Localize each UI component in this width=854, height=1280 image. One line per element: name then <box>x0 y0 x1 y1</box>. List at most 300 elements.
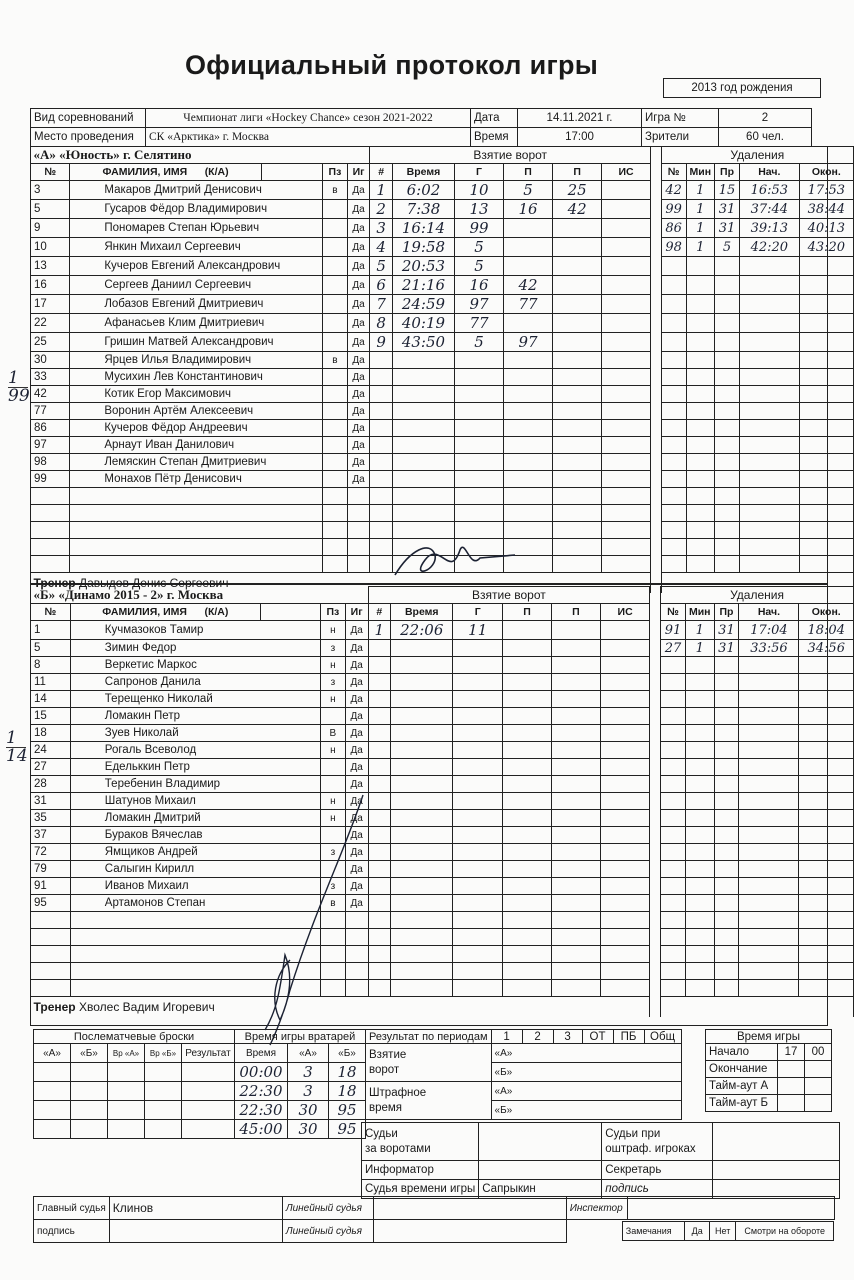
penalty-start <box>739 878 799 895</box>
goal-number <box>368 759 391 776</box>
player-row <box>31 640 854 657</box>
penalty-minutes <box>685 725 714 742</box>
penalty-minutes <box>686 539 715 556</box>
penalty-player <box>661 386 686 403</box>
penalty-end <box>799 946 854 963</box>
goal-time: 21:16 <box>392 276 454 295</box>
player-name: Афанасьев Клим Дмитриевич <box>70 314 323 333</box>
gk-title: Время игры вратарей <box>235 1030 366 1044</box>
penalty-player <box>661 276 686 295</box>
player-number <box>31 980 71 997</box>
goal-scorer: 5 <box>454 257 503 276</box>
player-number: 79 <box>31 861 71 878</box>
player-played: Да <box>345 861 368 878</box>
date-value: 14.11.2021 г. <box>518 109 642 128</box>
penalty-player <box>661 314 686 333</box>
player-row <box>31 219 854 238</box>
player-number <box>31 912 71 929</box>
team-b-margin-note <box>6 730 26 765</box>
gk-time: 00:00 <box>235 1063 288 1082</box>
goal-time <box>392 386 454 403</box>
player-position: з <box>321 640 346 657</box>
penalty-reason <box>715 403 740 420</box>
penalty-end <box>799 793 854 810</box>
penalty-reason <box>714 980 739 997</box>
player-position <box>323 471 348 488</box>
goal-assist-2 <box>551 844 600 861</box>
penalty-player <box>661 929 686 946</box>
player-name <box>70 522 323 539</box>
player-number: 13 <box>31 257 70 276</box>
penalty-reason <box>715 333 740 352</box>
penalty-start <box>739 257 799 276</box>
goal-assist-1 <box>504 488 553 505</box>
penalty-player <box>661 691 686 708</box>
penalty-end: 34:56 <box>799 640 854 657</box>
player-number <box>31 522 70 539</box>
penalty-reason <box>714 793 739 810</box>
col-pen-no: № <box>661 604 686 621</box>
penalty-reason <box>715 471 740 488</box>
goal-assist-2 <box>553 333 602 352</box>
player-position <box>323 522 348 539</box>
player-number <box>31 505 70 522</box>
player-position <box>323 219 348 238</box>
goal-assist-1 <box>504 314 553 333</box>
penalty-player <box>661 793 686 810</box>
player-row <box>31 295 854 314</box>
penalty-reason: 31 <box>715 219 740 238</box>
penalty-player <box>661 844 686 861</box>
player-position: н <box>321 691 346 708</box>
goal-time <box>392 369 454 386</box>
goal-assist-2 <box>551 691 600 708</box>
margin-note-top: 1 <box>6 728 17 748</box>
goal-assist-2 <box>551 793 600 810</box>
penalty-start <box>739 437 799 454</box>
penalty-end <box>799 844 854 861</box>
goal-number <box>370 471 393 488</box>
player-played: Да <box>345 674 368 691</box>
goal-assist-2 <box>553 420 602 437</box>
penalty-end <box>799 895 854 912</box>
penalty-minutes <box>685 657 714 674</box>
penalty-start <box>739 314 799 333</box>
penalty-player <box>661 674 686 691</box>
game-no-label: Игра № <box>642 109 719 128</box>
penalty-minutes <box>686 454 715 471</box>
penalty-reason <box>714 810 739 827</box>
gk-col: «Б» <box>329 1044 366 1063</box>
goal-time <box>392 505 454 522</box>
penalty-start <box>739 454 799 471</box>
player-played: Да <box>347 314 370 333</box>
penalty-minutes <box>685 674 714 691</box>
col-goal-p1: П <box>503 604 552 621</box>
penalty-minutes <box>685 895 714 912</box>
player-played: Да <box>345 895 368 912</box>
goal-assist-1 <box>503 759 552 776</box>
goal-assist-1: 77 <box>504 295 553 314</box>
col-no: № <box>31 164 70 181</box>
col-name: ФАМИЛИЯ, ИМЯ (К/А) <box>70 604 260 621</box>
penalty-player <box>661 912 686 929</box>
penalty-start <box>739 386 799 403</box>
remarks-cell <box>566 1220 834 1243</box>
period-col: 2 <box>522 1030 553 1044</box>
venue-label: Место проведения <box>31 128 146 147</box>
player-position <box>323 454 348 471</box>
col-goal-is: ИС <box>600 604 649 621</box>
penalty-end: 38:44 <box>799 200 853 219</box>
player-played: Да <box>345 844 368 861</box>
time-judge-label: Судья времени игры <box>362 1180 479 1199</box>
goal-assist-2 <box>551 946 600 963</box>
player-number: 5 <box>31 200 70 219</box>
goal-assist-2: 25 <box>553 181 602 200</box>
player-name: Артамонов Степан <box>70 895 320 912</box>
player-number: 31 <box>31 793 71 810</box>
penalty-minutes <box>686 522 715 539</box>
penalty-player: 27 <box>661 640 686 657</box>
player-played: Да <box>345 776 368 793</box>
penalty-end <box>799 963 854 980</box>
penalty-start <box>739 929 799 946</box>
goal-assist-2 <box>551 657 600 674</box>
col-goal-g: Г <box>454 164 503 181</box>
player-row <box>31 200 854 219</box>
competition-label: Вид соревнований <box>31 109 146 128</box>
penalty-player <box>661 878 686 895</box>
line-ref-label-2: Линейный судья <box>282 1220 373 1243</box>
penalty-player <box>661 437 686 454</box>
penalty-minutes <box>686 314 715 333</box>
player-name: Зимин Федор <box>70 640 320 657</box>
player-number: 22 <box>31 314 70 333</box>
player-row <box>31 437 854 454</box>
goal-assist-2 <box>551 640 600 657</box>
player-played <box>347 522 370 539</box>
periods-goals-b: «Б» <box>491 1063 681 1082</box>
goal-scorer <box>454 386 503 403</box>
player-name: Ямщиков Андрей <box>70 844 320 861</box>
penalty-player <box>661 257 686 276</box>
penalty-player <box>661 759 686 776</box>
goal-scorer <box>453 810 503 827</box>
penalty-end <box>799 333 853 352</box>
player-played: Да <box>347 369 370 386</box>
penalty-minutes <box>686 257 715 276</box>
birth-year-box <box>663 78 821 98</box>
goal-number <box>368 691 391 708</box>
player-played: Да <box>345 878 368 895</box>
goal-time <box>392 471 454 488</box>
penalty-reason: 5 <box>715 238 740 257</box>
goal-assist-1 <box>503 946 552 963</box>
penalty-reason <box>715 295 740 314</box>
player-row <box>31 980 854 997</box>
penalty-minutes <box>685 878 714 895</box>
goal-assist-2 <box>551 912 600 929</box>
chief-ref-label: Главный судья <box>34 1197 110 1220</box>
penalty-reason <box>714 929 739 946</box>
penalty-reason <box>714 759 739 776</box>
player-position <box>323 488 348 505</box>
timeout-a-label: Тайм-аут А <box>706 1078 778 1095</box>
penalty-reason <box>715 505 740 522</box>
penalty-minutes <box>685 793 714 810</box>
goal-time <box>391 946 453 963</box>
player-played <box>347 505 370 522</box>
goal-scorer <box>454 369 503 386</box>
time-label: Время <box>471 128 518 147</box>
goal-assist-1: 16 <box>504 200 553 219</box>
player-number: 1 <box>31 621 71 640</box>
penalty-player: 86 <box>661 219 686 238</box>
player-row <box>31 861 854 878</box>
player-row <box>31 352 854 369</box>
penalty-player <box>661 295 686 314</box>
col-goal-g: Г <box>453 604 503 621</box>
penalty-end <box>799 505 853 522</box>
goal-assist-2 <box>553 219 602 238</box>
penalty-reason <box>715 420 740 437</box>
player-row <box>31 691 854 708</box>
goal-time <box>391 691 453 708</box>
penalty-start <box>739 861 799 878</box>
goal-scorer <box>453 980 503 997</box>
goal-time: 19:58 <box>392 238 454 257</box>
coach-name: Давыдов Денис Сергеевич <box>78 575 229 590</box>
goal-assist-1 <box>503 691 552 708</box>
penalty-minutes: 1 <box>685 640 714 657</box>
col-goal-is: ИС <box>602 164 651 181</box>
goal-assist-2 <box>551 759 600 776</box>
gk-time: 45:00 <box>235 1120 288 1139</box>
goal-assist-2 <box>551 878 600 895</box>
penalty-end <box>799 810 854 827</box>
penalty-end: 40:13 <box>799 219 853 238</box>
penalty-end <box>799 386 853 403</box>
player-position <box>323 403 348 420</box>
penalty-player <box>661 742 686 759</box>
penalty-minutes <box>686 420 715 437</box>
goals-label: Взятие ворот <box>366 1044 492 1082</box>
team-a-margin-note <box>8 370 28 405</box>
penalty-player <box>661 827 686 844</box>
penalty-end <box>799 420 853 437</box>
goal-number <box>370 420 393 437</box>
penalty-start <box>739 556 799 573</box>
goal-assist-1 <box>503 810 552 827</box>
goal-assist-1 <box>504 386 553 403</box>
player-position <box>323 556 348 573</box>
penalty-end: 17:53 <box>799 181 853 200</box>
player-number: 3 <box>31 181 70 200</box>
player-row <box>31 386 854 403</box>
goal-assist-2 <box>551 776 600 793</box>
player-position <box>323 333 348 352</box>
goal-number: 7 <box>370 295 393 314</box>
goal-number <box>370 488 393 505</box>
goal-time: 22:06 <box>391 621 453 640</box>
player-played: Да <box>345 621 368 640</box>
player-played: Да <box>347 403 370 420</box>
player-played <box>347 488 370 505</box>
penalty-player <box>661 369 686 386</box>
goal-assist-2 <box>551 674 600 691</box>
player-name: Гусаров Фёдор Владимирович <box>70 200 323 219</box>
player-number <box>31 488 70 505</box>
goal-assist-2 <box>553 369 602 386</box>
player-number: 35 <box>31 810 71 827</box>
goal-number: 9 <box>370 333 393 352</box>
col-goal-p1: П <box>504 164 553 181</box>
goal-assist-1 <box>504 437 553 454</box>
col-ig: Иг <box>347 164 370 181</box>
player-number: 15 <box>31 708 71 725</box>
player-position: н <box>321 657 346 674</box>
goal-time <box>391 725 453 742</box>
goal-assist-1 <box>504 505 553 522</box>
penalty-start <box>739 946 799 963</box>
penalty-player <box>661 539 686 556</box>
venue-value: СК «Арктика» г. Москва <box>146 128 471 147</box>
player-played: Да <box>347 238 370 257</box>
goal-assist-1 <box>503 895 552 912</box>
goal-assist-1 <box>503 793 552 810</box>
referee-table <box>33 1196 835 1243</box>
goal-assist-2 <box>551 810 600 827</box>
player-name: Кучмазоков Тамир <box>70 621 320 640</box>
coach-name: Хволес Вадим Игоревич <box>78 999 215 1014</box>
goal-assist-1 <box>503 929 552 946</box>
goal-assist-2 <box>551 621 600 640</box>
goal-assist-1 <box>503 827 552 844</box>
player-number: 33 <box>31 369 70 386</box>
goal-assist-1 <box>503 776 552 793</box>
team-name: «Б» «Динамо 2015 - 2» г. Москва <box>31 587 369 604</box>
goal-time <box>391 674 453 691</box>
penalty-player <box>661 420 686 437</box>
penalty-minutes <box>686 403 715 420</box>
penalty-minutes: 1 <box>685 621 714 640</box>
penalty-minutes <box>685 759 714 776</box>
penalty-end <box>799 295 853 314</box>
penalty-start: 39:13 <box>739 219 799 238</box>
goals-title: Взятие ворот <box>368 587 650 604</box>
penalty-end <box>799 276 853 295</box>
goal-assist-1 <box>503 742 552 759</box>
player-played: Да <box>345 759 368 776</box>
goal-assist-2 <box>553 314 602 333</box>
goal-scorer <box>453 725 503 742</box>
penalty-start: 16:53 <box>739 181 799 200</box>
player-number <box>31 556 70 573</box>
goal-time: 43:50 <box>392 333 454 352</box>
goal-scorer <box>454 488 503 505</box>
penalty-player <box>661 946 686 963</box>
penalty-end <box>799 827 854 844</box>
penalty-player <box>661 454 686 471</box>
goal-number <box>370 369 393 386</box>
penalty-start <box>739 539 799 556</box>
player-row <box>31 929 854 946</box>
player-number: 17 <box>31 295 70 314</box>
goal-scorer: 5 <box>454 238 503 257</box>
goal-scorer: 11 <box>453 621 503 640</box>
goal-time <box>392 403 454 420</box>
player-name: Рогаль Всеволод <box>70 742 320 759</box>
goal-assist-1 <box>504 471 553 488</box>
penalty-player <box>661 980 686 997</box>
goal-scorer: 99 <box>454 219 503 238</box>
penalty-reason <box>715 488 740 505</box>
spectators-label: Зрители <box>642 128 719 147</box>
goal-number <box>370 386 393 403</box>
penalty-player <box>661 725 686 742</box>
remarks-no: Нет <box>710 1222 736 1241</box>
goal-assist-2 <box>553 386 602 403</box>
margin-note-bottom: 14 <box>6 746 28 766</box>
penalty-end <box>799 437 853 454</box>
player-position: з <box>321 844 346 861</box>
penalty-reason <box>714 878 739 895</box>
penalty-minutes <box>685 691 714 708</box>
player-name: Лемяскин Степан Дмитриевич <box>70 454 323 471</box>
shots-col: «Б» <box>71 1044 108 1063</box>
player-name: Ломакин Петр <box>70 708 320 725</box>
player-number: 5 <box>31 640 71 657</box>
penalty-reason <box>714 827 739 844</box>
penalty-start <box>739 674 799 691</box>
player-played: Да <box>345 691 368 708</box>
penalty-reason <box>714 708 739 725</box>
penalty-start <box>739 725 799 742</box>
penalty-end <box>799 674 854 691</box>
player-name: Лобазов Евгений Дмитриевич <box>70 295 323 314</box>
goal-time <box>391 929 453 946</box>
penalty-minutes <box>686 505 715 522</box>
col-goal-p2: П <box>551 604 600 621</box>
goal-time: 6:02 <box>392 181 454 200</box>
goal-number <box>370 505 393 522</box>
player-position: н <box>321 793 346 810</box>
goal-time <box>391 759 453 776</box>
goal-assist-2 <box>553 488 602 505</box>
player-number: 91 <box>31 878 71 895</box>
player-row <box>31 238 854 257</box>
goal-assist-2 <box>553 238 602 257</box>
goal-time <box>392 420 454 437</box>
penalty-start <box>739 776 799 793</box>
player-played: Да <box>347 333 370 352</box>
player-row <box>31 674 854 691</box>
player-row <box>31 827 854 844</box>
goal-assist-2 <box>551 725 600 742</box>
goal-scorer <box>454 505 503 522</box>
goal-assist-2 <box>551 827 600 844</box>
penalty-player: 42 <box>661 181 686 200</box>
goal-time <box>391 776 453 793</box>
goal-assist-1 <box>503 844 552 861</box>
col-pz: Пз <box>321 604 346 621</box>
player-played: Да <box>347 276 370 295</box>
player-name: Сапронов Данила <box>70 674 320 691</box>
penalty-end <box>799 352 853 369</box>
player-number: 11 <box>31 674 71 691</box>
penalty-reason <box>715 257 740 276</box>
